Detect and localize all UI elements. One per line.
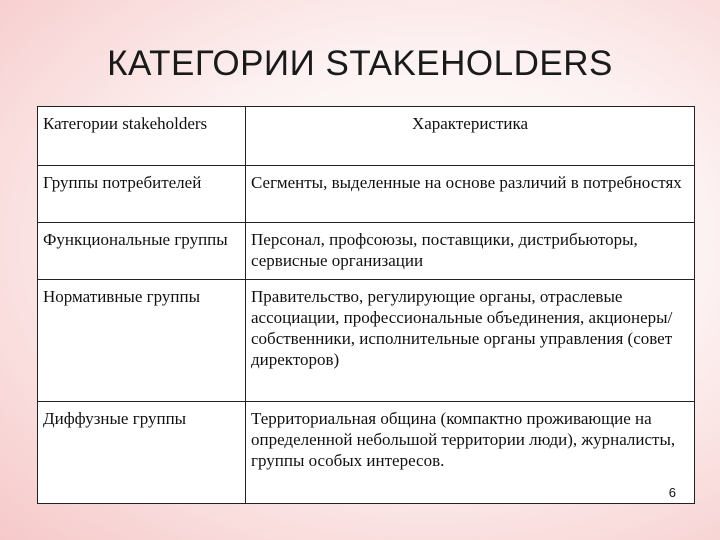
table-row bbox=[38, 402, 695, 504]
row-category: Диффузные группы bbox=[38, 402, 246, 504]
slide-title: КАТЕГОРИИ STAKEHOLDERS bbox=[107, 44, 613, 83]
row-description: Территориальная община (компактно проживающие на определенной небольшой территории люди), журналисты, группы особых интересов. bbox=[251, 409, 676, 470]
row-description: Персонал, профсоюзы, поставщики, дистрибьюторы, сервисные организации bbox=[246, 223, 695, 280]
header-categories: Категории stakeholders bbox=[38, 107, 246, 166]
table-row bbox=[38, 280, 695, 402]
page-number: 6 bbox=[668, 485, 676, 500]
row-description: Сегменты, выделенные на основе различий в потребностях bbox=[246, 166, 695, 223]
table-header-row bbox=[38, 107, 695, 166]
table-row bbox=[38, 166, 695, 223]
row-description: Правительство, регулирующие органы, отраслевые ассоциации, профессиональные объединения, акционеры/собственники, исполнительные органы управления (совет директоров) bbox=[246, 280, 695, 402]
row-description-cell bbox=[246, 402, 695, 504]
header-characteristic: Характеристика bbox=[246, 107, 695, 166]
table-row bbox=[38, 223, 695, 280]
stakeholders-table bbox=[37, 106, 695, 504]
row-category: Группы потребителей bbox=[38, 166, 246, 223]
row-category: Нормативные группы bbox=[38, 280, 246, 402]
row-category: Функциональные группы bbox=[38, 223, 246, 280]
